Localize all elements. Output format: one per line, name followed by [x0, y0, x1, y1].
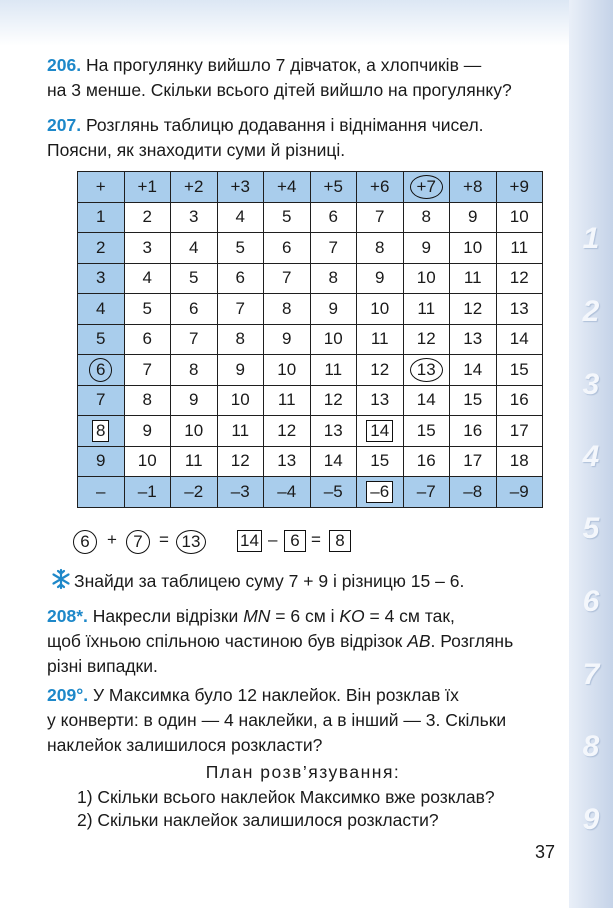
- table-cell: 13: [496, 294, 543, 325]
- table-cell: 15: [357, 446, 404, 477]
- table-row: [78, 355, 543, 386]
- table-cell: 9: [124, 416, 171, 447]
- table-body: [78, 202, 543, 477]
- table-cell: [357, 477, 404, 508]
- plan-title: План розв’язування:: [205, 762, 401, 782]
- table-cell: 7: [357, 202, 404, 233]
- task-line: [74, 569, 564, 594]
- table-cell: [78, 416, 125, 447]
- table-cell: 12: [357, 355, 404, 386]
- operator: =: [159, 530, 169, 549]
- table-cell: 6: [264, 233, 311, 264]
- table-cell: 3: [78, 263, 125, 294]
- sidebar-number: 1: [582, 222, 600, 255]
- table-cell: 13: [357, 385, 404, 416]
- sidebar-number: 6: [582, 585, 600, 618]
- problem-number: 209°.: [47, 685, 89, 705]
- table-footer-row: [78, 477, 543, 508]
- table-row: [78, 385, 543, 416]
- table-cell: 8: [264, 294, 311, 325]
- table-cell: 4: [217, 202, 264, 233]
- sidebar-number: 2: [582, 295, 600, 328]
- table-cell: 5: [217, 233, 264, 264]
- problem-207: [47, 113, 559, 163]
- table-cell: 2: [124, 202, 171, 233]
- circled-value: +7: [410, 175, 443, 199]
- table-cell: 1: [78, 202, 125, 233]
- table-cell: 6: [217, 263, 264, 294]
- table-cell: +2: [171, 172, 218, 203]
- circled-value: 7: [126, 530, 150, 554]
- table-cell: 9: [310, 294, 357, 325]
- table-cell: –1: [124, 477, 171, 508]
- table-cell: 12: [264, 416, 311, 447]
- problem-text: Накресли відрізки: [92, 606, 244, 626]
- problem-text: = 4 см так,: [364, 606, 455, 626]
- table-cell: 7: [171, 324, 218, 355]
- problem-text: на 3 менше. Скільки всього дітей вийшло на прогулянку?: [47, 80, 512, 100]
- table-cell: 5: [124, 294, 171, 325]
- table-cell: 8: [217, 324, 264, 355]
- table-cell: –8: [450, 477, 497, 508]
- segment-label: AB: [407, 631, 431, 651]
- table-cell: 16: [403, 446, 450, 477]
- table-cell: 13: [310, 416, 357, 447]
- sidebar-number: 7: [582, 658, 600, 691]
- table-cell: 13: [450, 324, 497, 355]
- sidebar-number: 9: [582, 803, 600, 836]
- table-cell: 9: [357, 263, 404, 294]
- table-cell: +6: [357, 172, 404, 203]
- table-cell: 14: [496, 324, 543, 355]
- table-cell: 14: [310, 446, 357, 477]
- boxed-value: 6: [284, 530, 306, 552]
- table-cell: 12: [496, 263, 543, 294]
- table-cell: 7: [78, 385, 125, 416]
- problem-209: [47, 683, 559, 758]
- addition-table: [77, 171, 543, 508]
- table-cell: 12: [310, 385, 357, 416]
- table-cell: 9: [171, 385, 218, 416]
- table-cell: [403, 355, 450, 386]
- table-cell: 8: [310, 263, 357, 294]
- problem-number: 208*.: [47, 606, 88, 626]
- table-cell: –3: [217, 477, 264, 508]
- task-text: Знайди за таблицею суму 7 + 9 і різницю 15 – 6.: [74, 571, 465, 591]
- table-row: [78, 416, 543, 447]
- operator: –: [268, 530, 278, 549]
- table-cell: 8: [171, 355, 218, 386]
- problem-text: . Розглянь: [430, 631, 514, 651]
- table-row: [78, 202, 543, 233]
- table-cell: 11: [403, 294, 450, 325]
- table-cell: 8: [403, 202, 450, 233]
- table-cell: 11: [217, 416, 264, 447]
- table-cell: –9: [496, 477, 543, 508]
- table-cell: 2: [78, 233, 125, 264]
- table-cell: 17: [450, 446, 497, 477]
- boxed-value: 14: [237, 530, 262, 552]
- table-cell: 10: [403, 263, 450, 294]
- table-cell: 9: [450, 202, 497, 233]
- table-cell: 4: [171, 233, 218, 264]
- table-cell: –7: [403, 477, 450, 508]
- table-cell: 4: [78, 294, 125, 325]
- table-cell: 5: [78, 324, 125, 355]
- table-cell: 11: [496, 233, 543, 264]
- table-cell: 15: [403, 416, 450, 447]
- table-cell: 12: [403, 324, 450, 355]
- table-cell: 9: [403, 233, 450, 264]
- boxed-value: 8: [92, 420, 109, 442]
- table-cell: 10: [450, 233, 497, 264]
- sidebar-number: 4: [582, 440, 600, 473]
- table-cell: 10: [264, 355, 311, 386]
- table-cell: –5: [310, 477, 357, 508]
- segment-label: MN: [243, 606, 271, 626]
- table-cell: –4: [264, 477, 311, 508]
- problem-text: щоб їхньою спільною частиною був відрізок: [47, 631, 408, 651]
- table-cell: 4: [124, 263, 171, 294]
- problem-text: = 6 см і: [270, 606, 340, 626]
- table-cell: 7: [124, 355, 171, 386]
- table-cell: 10: [217, 385, 264, 416]
- operator: =: [311, 530, 321, 549]
- table-cell: 14: [403, 385, 450, 416]
- table-cell: 12: [217, 446, 264, 477]
- table-cell: 14: [450, 355, 497, 386]
- table-cell: +: [78, 172, 125, 203]
- sidebar-number: 3: [582, 368, 600, 401]
- table-cell: 9: [217, 355, 264, 386]
- plan-steps: [77, 786, 557, 832]
- sidebar-number: 5: [582, 512, 600, 545]
- table-cell: 8: [124, 385, 171, 416]
- table-cell: 15: [450, 385, 497, 416]
- table-cell: [403, 172, 450, 203]
- table-cell: +4: [264, 172, 311, 203]
- table-cell: –2: [171, 477, 218, 508]
- table-cell: +1: [124, 172, 171, 203]
- plan-step: 2) Скільки наклейок залишилося розкласти?: [77, 810, 439, 830]
- table-cell: 6: [171, 294, 218, 325]
- table-row: [78, 263, 543, 294]
- problem-number: 207.: [47, 115, 82, 135]
- table-cell: 10: [124, 446, 171, 477]
- table-cell: [78, 355, 125, 386]
- table-cell: 10: [310, 324, 357, 355]
- circled-value: 6: [89, 358, 112, 382]
- table-cell: +8: [450, 172, 497, 203]
- sidebar-number: 8: [582, 730, 600, 763]
- table-cell: 10: [171, 416, 218, 447]
- table-cell: 5: [171, 263, 218, 294]
- problem-text: Поясни, як знаходити суми й різниці.: [47, 140, 346, 160]
- table-cell: 12: [450, 294, 497, 325]
- table-cell: 9: [78, 446, 125, 477]
- plan-step: 1) Скільки всього наклейок Максимко вже розклав?: [77, 787, 495, 807]
- table-cell: +5: [310, 172, 357, 203]
- table-cell: 11: [450, 263, 497, 294]
- problem-text: наклейок залишилося розкласти?: [47, 735, 323, 755]
- table-cell: 15: [496, 355, 543, 386]
- table-cell: 17: [496, 416, 543, 447]
- boxed-value: 8: [329, 530, 351, 552]
- table-cell: 16: [450, 416, 497, 447]
- table-cell: 16: [496, 385, 543, 416]
- problem-text: різні випадки.: [47, 656, 158, 676]
- segment-label: KO: [339, 606, 365, 626]
- sidebar-number-strip: [569, 0, 613, 908]
- table-cell: +9: [496, 172, 543, 203]
- problem-number: 206.: [47, 55, 82, 75]
- table-cell: 7: [310, 233, 357, 264]
- table-cell: 3: [124, 233, 171, 264]
- problem-206: [47, 53, 559, 103]
- table-cell: –: [78, 477, 125, 508]
- top-band: [0, 0, 613, 46]
- table-cell: 6: [310, 202, 357, 233]
- table-row: [78, 446, 543, 477]
- table-cell: 8: [357, 233, 404, 264]
- circled-value: 13: [410, 358, 443, 382]
- snowflake-icon: [51, 568, 71, 597]
- table-row: [78, 294, 543, 325]
- problem-208: [47, 604, 559, 679]
- table-cell: 18: [496, 446, 543, 477]
- circled-value: 13: [176, 530, 206, 554]
- table-header-row: [78, 172, 543, 203]
- table-cell: 11: [357, 324, 404, 355]
- table-cell: 11: [171, 446, 218, 477]
- circled-value: 6: [73, 530, 97, 554]
- problem-text: У Максимка було 12 наклейок. Він розклав їх: [92, 685, 459, 705]
- table-cell: 11: [264, 385, 311, 416]
- table-row: [78, 233, 543, 264]
- table-cell: 11: [310, 355, 357, 386]
- page-number: 37: [535, 842, 556, 862]
- table-cell: 9: [264, 324, 311, 355]
- problem-text: На прогулянку вийшло 7 дівчаток, а хлопчиків —: [85, 55, 482, 75]
- table-cell: 7: [264, 263, 311, 294]
- table-cell: [357, 416, 404, 447]
- table-cell: 3: [171, 202, 218, 233]
- operator: +: [107, 530, 117, 549]
- boxed-value: –6: [366, 481, 393, 503]
- table-cell: +3: [217, 172, 264, 203]
- table-cell: 13: [264, 446, 311, 477]
- table-cell: 5: [264, 202, 311, 233]
- table-cell: 10: [496, 202, 543, 233]
- table-cell: 7: [217, 294, 264, 325]
- table-cell: 10: [357, 294, 404, 325]
- table-cell: 6: [124, 324, 171, 355]
- problem-text: Розглянь таблицю додавання і віднімання чисел.: [85, 115, 484, 135]
- problem-text: у конверти: в один — 4 наклейки, а в інший — 3. Скільки: [47, 710, 507, 730]
- table-row: [78, 324, 543, 355]
- boxed-value: 14: [366, 420, 393, 442]
